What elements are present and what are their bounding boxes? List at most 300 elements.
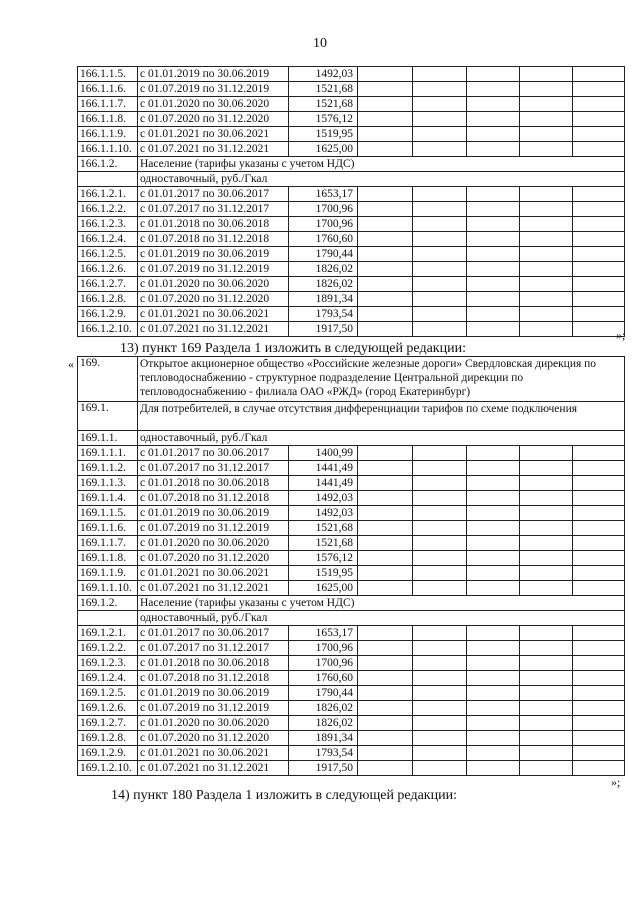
- empty-cell: [573, 67, 625, 82]
- row-period: с 01.01.2021 по 30.06.2021: [138, 307, 289, 322]
- empty-cell: [358, 322, 413, 337]
- empty-cell: [358, 247, 413, 262]
- empty-cell: [358, 112, 413, 127]
- empty-cell: [573, 731, 625, 746]
- table-row: [78, 322, 625, 337]
- empty-cell: [358, 626, 413, 641]
- empty-cell: [413, 82, 467, 97]
- empty-cell: [573, 232, 625, 247]
- empty-cell: [520, 476, 573, 491]
- empty-cell: [573, 202, 625, 217]
- row-period: с 01.07.2018 по 31.12.2018: [138, 232, 289, 247]
- row-code: 169.1.1.9.: [78, 566, 138, 581]
- row-code: 169.1.2.9.: [78, 746, 138, 761]
- item-14-text: 14) пункт 180 Раздела 1 изложить в следующей редакции:: [111, 788, 457, 803]
- empty-cell: [413, 701, 467, 716]
- empty-cell: [467, 307, 520, 322]
- row-value: 1826,02: [289, 701, 358, 716]
- row-period: с 01.01.2017 по 30.06.2017: [138, 446, 289, 461]
- empty-cell: [358, 641, 413, 656]
- row-value: 1625,00: [289, 581, 358, 596]
- row-code: 169.1.1.8.: [78, 551, 138, 566]
- table-row: [78, 292, 625, 307]
- row-code: 166.1.2.1.: [78, 187, 138, 202]
- empty-cell: [573, 142, 625, 157]
- row-value: 1521,68: [289, 97, 358, 112]
- empty-cell: [467, 701, 520, 716]
- empty-cell: [520, 446, 573, 461]
- empty-cell: [520, 247, 573, 262]
- empty-cell: [520, 551, 573, 566]
- empty-cell: [358, 262, 413, 277]
- org-text: Открытое акционерное общество «Российские железные дороги» Свердловская дирекция по тепловодоснабжению - структурное подразделение Центральной дирекции по тепловодоснабжению - филиала ОАО «РЖД» (город Екатеринбург): [138, 357, 625, 402]
- row-period: с 01.01.2017 по 30.06.2017: [138, 187, 289, 202]
- empty-cell: [467, 491, 520, 506]
- empty-cell: [573, 536, 625, 551]
- empty-cell: [358, 521, 413, 536]
- row-period: с 01.07.2021 по 31.12.2021: [138, 322, 289, 337]
- empty-cell: [573, 566, 625, 581]
- empty-cell: [573, 476, 625, 491]
- row-period: с 01.07.2021 по 31.12.2021: [138, 761, 289, 776]
- row-period: с 01.01.2019 по 30.06.2019: [138, 67, 289, 82]
- empty-cell: [413, 262, 467, 277]
- empty-cell: [358, 461, 413, 476]
- row-code: 169.1.1.4.: [78, 491, 138, 506]
- empty-cell: [467, 626, 520, 641]
- empty-cell: [413, 746, 467, 761]
- row-period: с 01.07.2017 по 31.12.2017: [138, 461, 289, 476]
- row-code: 169.1.1.10.: [78, 581, 138, 596]
- empty-cell: [467, 217, 520, 232]
- table-row: [78, 67, 625, 82]
- row-code: 166.1.1.9.: [78, 127, 138, 142]
- empty-cell: [413, 217, 467, 232]
- row-code: 166.1.1.7.: [78, 97, 138, 112]
- empty-cell: [467, 566, 520, 581]
- row-value: 1891,34: [289, 292, 358, 307]
- table-row: [78, 187, 625, 202]
- table-row: [78, 611, 625, 626]
- empty-cell: [467, 746, 520, 761]
- row-value: 1576,12: [289, 112, 358, 127]
- empty-cell: [573, 187, 625, 202]
- row-period: с 01.07.2021 по 31.12.2021: [138, 581, 289, 596]
- empty-cell: [520, 97, 573, 112]
- empty-cell: [467, 716, 520, 731]
- row-period: с 01.01.2018 по 30.06.2018: [138, 656, 289, 671]
- empty-cell: [413, 112, 467, 127]
- row-value: 1521,68: [289, 82, 358, 97]
- row-code: 169.1.2.6.: [78, 701, 138, 716]
- empty-cell: [520, 521, 573, 536]
- empty-cell: [573, 247, 625, 262]
- table-row: [78, 461, 625, 476]
- table-row: [78, 536, 625, 551]
- empty-cell: [358, 686, 413, 701]
- table-row: [78, 506, 625, 521]
- empty-cell: [573, 671, 625, 686]
- row-code: 169.1.2.4.: [78, 671, 138, 686]
- row-code: 169.1.2.8.: [78, 731, 138, 746]
- table-row: [78, 402, 625, 431]
- empty-cell: [358, 551, 413, 566]
- empty-cell: [358, 746, 413, 761]
- empty-cell: [520, 656, 573, 671]
- empty-cell: [413, 202, 467, 217]
- group-title: Население (тарифы указаны с учетом НДС): [138, 157, 625, 172]
- empty-cell: [358, 506, 413, 521]
- empty-cell: [573, 761, 625, 776]
- empty-cell: [358, 566, 413, 581]
- row-period: с 01.01.2020 по 30.06.2020: [138, 536, 289, 551]
- empty-cell: [520, 202, 573, 217]
- table-row: [78, 82, 625, 97]
- table-row: [78, 701, 625, 716]
- empty-cell: [413, 731, 467, 746]
- empty-cell: [467, 521, 520, 536]
- empty-cell: [520, 82, 573, 97]
- empty-cell: [358, 491, 413, 506]
- row-code: 169.1.2.10.: [78, 761, 138, 776]
- empty-cell: [520, 626, 573, 641]
- empty-cell: [467, 461, 520, 476]
- empty-cell: [413, 566, 467, 581]
- table-row: [78, 247, 625, 262]
- table-row: [78, 142, 625, 157]
- empty-cell: [413, 506, 467, 521]
- row-code: 169.1.2.1.: [78, 626, 138, 641]
- table-row: [78, 716, 625, 731]
- group-code: 169.1.2.: [78, 596, 138, 611]
- row-code: 166.1.2.6.: [78, 262, 138, 277]
- row-value: 1492,03: [289, 67, 358, 82]
- empty-cell: [520, 746, 573, 761]
- row-value: 1492,03: [289, 491, 358, 506]
- empty-cell: [573, 521, 625, 536]
- row-code: 166.1.2.3.: [78, 217, 138, 232]
- row-code: 169.1.1.1.: [78, 446, 138, 461]
- row-value: 1826,02: [289, 716, 358, 731]
- group-title: Население (тарифы указаны с учетом НДС): [138, 596, 625, 611]
- row-value: 1700,96: [289, 641, 358, 656]
- empty-cell: [413, 127, 467, 142]
- empty-cell: [413, 292, 467, 307]
- empty-cell: [520, 307, 573, 322]
- table-row: [78, 262, 625, 277]
- empty-cell: [520, 581, 573, 596]
- empty-cell: [573, 82, 625, 97]
- tariff-table-166: [77, 66, 625, 337]
- empty-cell: [413, 656, 467, 671]
- empty-cell: [358, 716, 413, 731]
- empty-cell: [358, 202, 413, 217]
- row-period: с 01.07.2020 по 31.12.2020: [138, 292, 289, 307]
- empty-cell: [358, 97, 413, 112]
- row-value: 1917,50: [289, 761, 358, 776]
- empty-cell: [358, 581, 413, 596]
- table-row: [78, 491, 625, 506]
- empty-cell: [520, 761, 573, 776]
- empty-cell: [467, 82, 520, 97]
- empty-cell: [467, 731, 520, 746]
- empty-cell: [413, 446, 467, 461]
- empty-cell: [467, 97, 520, 112]
- row-value: 1917,50: [289, 322, 358, 337]
- empty-cell: [573, 581, 625, 596]
- empty-cell: [358, 127, 413, 142]
- empty-cell: [520, 142, 573, 157]
- empty-cell: [358, 232, 413, 247]
- empty-cell: [573, 112, 625, 127]
- row-value: 1441,49: [289, 476, 358, 491]
- empty-cell: [520, 566, 573, 581]
- empty-cell: [467, 262, 520, 277]
- empty-cell: [358, 761, 413, 776]
- empty-cell: [413, 686, 467, 701]
- empty-cell: [573, 307, 625, 322]
- empty-cell: [520, 292, 573, 307]
- empty-cell: [573, 491, 625, 506]
- table-row: [78, 127, 625, 142]
- row-period: с 01.07.2019 по 31.12.2019: [138, 262, 289, 277]
- empty-cell: [358, 446, 413, 461]
- row-period: с 01.01.2021 по 30.06.2021: [138, 566, 289, 581]
- empty-cell: [520, 322, 573, 337]
- empty-cell: [467, 476, 520, 491]
- table-row: [78, 307, 625, 322]
- row-period: с 01.01.2019 по 30.06.2019: [138, 686, 289, 701]
- empty-cell: [467, 551, 520, 566]
- row-period: с 01.07.2019 по 31.12.2019: [138, 701, 289, 716]
- empty-cell: [413, 641, 467, 656]
- empty-cell: [467, 641, 520, 656]
- table-row: [78, 431, 625, 446]
- empty-cell: [467, 292, 520, 307]
- open-quote-mark: «: [68, 357, 74, 371]
- empty-cell: [358, 142, 413, 157]
- empty-cell: [467, 671, 520, 686]
- empty-cell: [467, 446, 520, 461]
- table-row: [78, 746, 625, 761]
- empty-cell: [358, 476, 413, 491]
- row-code: 169.1.1.6.: [78, 521, 138, 536]
- empty-cell: [467, 322, 520, 337]
- empty-cell: [413, 491, 467, 506]
- item-13-text: 13) пункт 169 Раздела 1 изложить в следующей редакции:: [120, 341, 466, 356]
- row-code: 169.1.2.7.: [78, 716, 138, 731]
- row-code: 169.1.1.2.: [78, 461, 138, 476]
- row-code: 166.1.2.8.: [78, 292, 138, 307]
- empty-cell: [413, 97, 467, 112]
- table-row: [78, 217, 625, 232]
- table-row: [78, 476, 625, 491]
- row-code: 169.1.1.5.: [78, 506, 138, 521]
- empty-cell: [467, 67, 520, 82]
- empty-cell: [413, 277, 467, 292]
- empty-cell: [413, 476, 467, 491]
- empty-cell: [573, 506, 625, 521]
- row-code: 166.1.2.5.: [78, 247, 138, 262]
- empty-cell: [467, 127, 520, 142]
- row-value: 1793,54: [289, 307, 358, 322]
- row-value: 1521,68: [289, 521, 358, 536]
- table-row: [78, 596, 625, 611]
- table-row: [78, 566, 625, 581]
- row-code: 166.1.1.5.: [78, 67, 138, 82]
- row-value: 1891,34: [289, 731, 358, 746]
- empty-cell: [358, 292, 413, 307]
- empty-cell: [520, 262, 573, 277]
- empty-cell: [413, 761, 467, 776]
- subsection-code: 169.1.1.: [78, 431, 138, 446]
- empty-cell: [520, 217, 573, 232]
- empty-cell: [520, 701, 573, 716]
- empty-cell: [358, 67, 413, 82]
- row-period: с 01.01.2019 по 30.06.2019: [138, 506, 289, 521]
- row-period: с 01.01.2020 по 30.06.2020: [138, 277, 289, 292]
- row-period: с 01.01.2018 по 30.06.2018: [138, 217, 289, 232]
- empty-cell: [467, 536, 520, 551]
- empty-cell: [358, 656, 413, 671]
- row-code: 169.1.1.7.: [78, 536, 138, 551]
- empty-cell: [520, 716, 573, 731]
- empty-cell: [413, 307, 467, 322]
- empty-cell: [573, 656, 625, 671]
- empty-cell: [467, 202, 520, 217]
- subsection-text: одноставочный, руб./Гкал: [138, 431, 625, 446]
- empty-cell: [413, 716, 467, 731]
- row-period: с 01.07.2018 по 31.12.2018: [138, 491, 289, 506]
- empty-cell: [520, 187, 573, 202]
- empty-cell: [573, 641, 625, 656]
- row-code: 169.1.2.2.: [78, 641, 138, 656]
- row-value: 1700,96: [289, 656, 358, 671]
- row-value: 1653,17: [289, 626, 358, 641]
- table-row: [78, 671, 625, 686]
- empty-cell: [520, 491, 573, 506]
- row-value: 1400,99: [289, 446, 358, 461]
- row-value: 1793,54: [289, 746, 358, 761]
- table-row: [78, 521, 625, 536]
- row-value: 1576,12: [289, 551, 358, 566]
- empty-cell: [520, 112, 573, 127]
- empty-cell: [573, 277, 625, 292]
- row-code: 166.1.1.8.: [78, 112, 138, 127]
- row-code: 169.1.2.3.: [78, 656, 138, 671]
- row-value: 1441,49: [289, 461, 358, 476]
- table-row: [78, 641, 625, 656]
- empty-cell: [573, 446, 625, 461]
- table-row: [78, 97, 625, 112]
- empty-cell: [467, 142, 520, 157]
- empty-cell: [467, 506, 520, 521]
- row-period: с 01.01.2017 по 30.06.2017: [138, 626, 289, 641]
- close-quote-mark: »;: [611, 775, 621, 789]
- empty-cell: [573, 97, 625, 112]
- section-code: 169.1.: [78, 402, 138, 431]
- table-row: [78, 277, 625, 292]
- page-number: 10: [313, 36, 327, 51]
- empty-cell: [573, 551, 625, 566]
- row-value: 1492,03: [289, 506, 358, 521]
- org-code: 169.: [78, 357, 138, 402]
- empty-cell: [520, 731, 573, 746]
- row-value: 1653,17: [289, 187, 358, 202]
- empty-cell: [358, 671, 413, 686]
- empty-cell: [358, 82, 413, 97]
- table-row: [78, 357, 625, 402]
- empty-cell: [467, 761, 520, 776]
- empty-cell: [413, 461, 467, 476]
- table-row: [78, 656, 625, 671]
- row-value: 1826,02: [289, 262, 358, 277]
- row-value: 1760,60: [289, 232, 358, 247]
- empty-cell: [358, 187, 413, 202]
- row-period: с 01.07.2017 по 31.12.2017: [138, 202, 289, 217]
- table-row: [78, 232, 625, 247]
- empty-cell: [413, 187, 467, 202]
- row-value: 1521,68: [289, 536, 358, 551]
- empty-cell: [573, 746, 625, 761]
- empty-cell: [413, 142, 467, 157]
- row-code: 166.1.1.6.: [78, 82, 138, 97]
- row-period: с 01.07.2017 по 31.12.2017: [138, 641, 289, 656]
- row-period: с 01.01.2018 по 30.06.2018: [138, 476, 289, 491]
- empty-cell: [520, 536, 573, 551]
- empty-cell: [413, 626, 467, 641]
- empty-cell: [413, 322, 467, 337]
- group-unit: одноставочный, руб./Гкал: [138, 172, 625, 187]
- row-code: 166.1.2.10.: [78, 322, 138, 337]
- row-value: 1790,44: [289, 686, 358, 701]
- empty-cell: [520, 232, 573, 247]
- row-period: с 01.01.2019 по 30.06.2019: [138, 247, 289, 262]
- row-code: 169.1.2.5.: [78, 686, 138, 701]
- row-value: 1790,44: [289, 247, 358, 262]
- row-value: 1826,02: [289, 277, 358, 292]
- row-code: 166.1.2.9.: [78, 307, 138, 322]
- row-period: с 01.01.2020 по 30.06.2020: [138, 716, 289, 731]
- row-code: 166.1.2.4.: [78, 232, 138, 247]
- row-value: 1519,95: [289, 566, 358, 581]
- row-period: с 01.07.2020 по 31.12.2020: [138, 112, 289, 127]
- empty-cell: [358, 701, 413, 716]
- empty-cell: [467, 686, 520, 701]
- empty-cell: [520, 67, 573, 82]
- empty-cell: [413, 247, 467, 262]
- empty-cell: [413, 581, 467, 596]
- row-code: 166.1.2.7.: [78, 277, 138, 292]
- empty-cell: [573, 217, 625, 232]
- row-period: с 01.01.2021 по 30.06.2021: [138, 746, 289, 761]
- empty-cell: [573, 292, 625, 307]
- empty-cell: [467, 656, 520, 671]
- empty-cell: [573, 716, 625, 731]
- empty-cell: [358, 731, 413, 746]
- group-code: 166.1.2.: [78, 157, 138, 172]
- row-value: 1760,60: [289, 671, 358, 686]
- row-period: с 01.07.2020 по 31.12.2020: [138, 731, 289, 746]
- empty-cell: [573, 262, 625, 277]
- empty-cell: [520, 277, 573, 292]
- table-row: [78, 731, 625, 746]
- empty-cell: [573, 686, 625, 701]
- empty-cell: [358, 536, 413, 551]
- empty-cell: [413, 536, 467, 551]
- table-row: [78, 446, 625, 461]
- empty-cell: [413, 232, 467, 247]
